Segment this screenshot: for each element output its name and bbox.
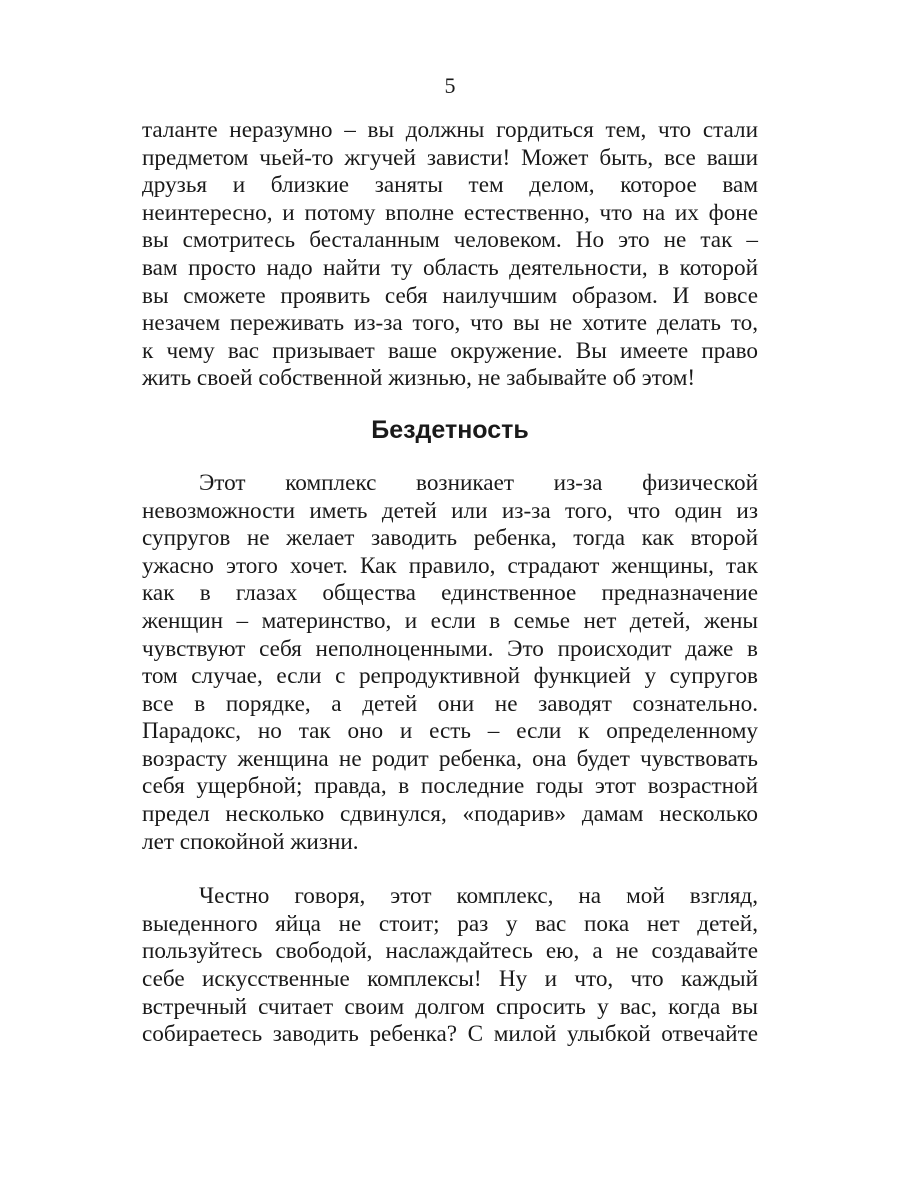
paragraph-line: лет спокойной жизни. bbox=[142, 828, 359, 855]
paragraph-line: Честно говоря, этот комплекс, на мой взгляд, bbox=[199, 883, 758, 910]
body-paragraph bbox=[142, 117, 758, 393]
body-paragraph bbox=[142, 470, 758, 856]
paragraph-line: том случае, если с репродуктивной функцией у супругов bbox=[142, 663, 758, 690]
paragraph-line: вы сможете проявить себя наилучшим образом. И вовсе bbox=[142, 282, 758, 309]
paragraph-line: возрасту женщина не родит ребенка, она будет чувствовать bbox=[142, 745, 758, 772]
paragraph-line: неинтересно, и потому вполне естественно, что на их фоне bbox=[142, 199, 758, 226]
paragraph-line: вы смотритесь бесталанным человеком. Но это не так – bbox=[142, 227, 758, 254]
paragraph-line: себе искусственные комплексы! Ну и что, что каждый bbox=[142, 966, 758, 993]
paragraph-line: предел несколько сдвинулся, «подарив» дамам несколько bbox=[142, 801, 758, 828]
paragraph-line: ужасно этого хочет. Как правило, страдают женщины, так bbox=[142, 552, 758, 579]
text-column bbox=[142, 117, 758, 1049]
paragraph-line: как в глазах общества единственное предназначение bbox=[142, 580, 758, 607]
paragraph-line: себя ущербной; правда, в последние годы этот возрастной bbox=[142, 773, 758, 800]
paragraph-line: чувствуют себя неполноценными. Это происходит даже в bbox=[142, 635, 758, 662]
paragraph-line: незачем переживать из-за того, что вы не хотите делать то, bbox=[142, 310, 758, 337]
paragraph-line: супругов не желает заводить ребенка, тогда как второй bbox=[142, 525, 758, 552]
paragraph-line: пользуйтесь свободой, наслаждайтесь ею, а не создавайте bbox=[142, 938, 758, 965]
paragraph-line: Парадокс, но так оно и есть – если к определенному bbox=[142, 718, 758, 745]
paragraph-line: таланте неразумно – вы должны гордиться тем, что стали bbox=[142, 117, 758, 143]
paragraph-line: встречный считает своим долгом спросить у вас, когда вы bbox=[142, 993, 758, 1020]
paragraph-line: вам просто надо найти ту область деятельности, в которой bbox=[142, 254, 758, 281]
paragraph-line: собираетесь заводить ребенка? С милой улыбкой отвечайте bbox=[142, 1021, 758, 1048]
paragraph-line: выеденного яйца не стоит; раз у вас пока нет детей, bbox=[142, 910, 758, 937]
paragraph-line: друзья и близкие заняты тем делом, которое вам bbox=[142, 172, 758, 199]
section-heading: Бездетность bbox=[371, 415, 529, 444]
paragraph-line: к чему вас призывает ваше окружение. Вы имеете право bbox=[142, 337, 758, 364]
paragraph-line: жить своей собственной жизнью, не забывайте об этом! bbox=[142, 365, 696, 392]
paragraph-line: Этот комплекс возникает из-за физической bbox=[199, 469, 758, 496]
body-paragraph bbox=[142, 883, 758, 1049]
paragraph-line: предметом чьей-то жгучей зависти! Может быть, все ваши bbox=[142, 144, 758, 171]
paragraph-line: невозможности иметь детей или из-за того, что один из bbox=[142, 497, 758, 524]
page-number: 5 bbox=[444, 73, 456, 98]
paragraph-line: женщин – материнство, и если в семье нет детей, жены bbox=[142, 607, 758, 634]
paragraph-line: все в порядке, а детей они не заводят сознательно. bbox=[142, 690, 758, 717]
